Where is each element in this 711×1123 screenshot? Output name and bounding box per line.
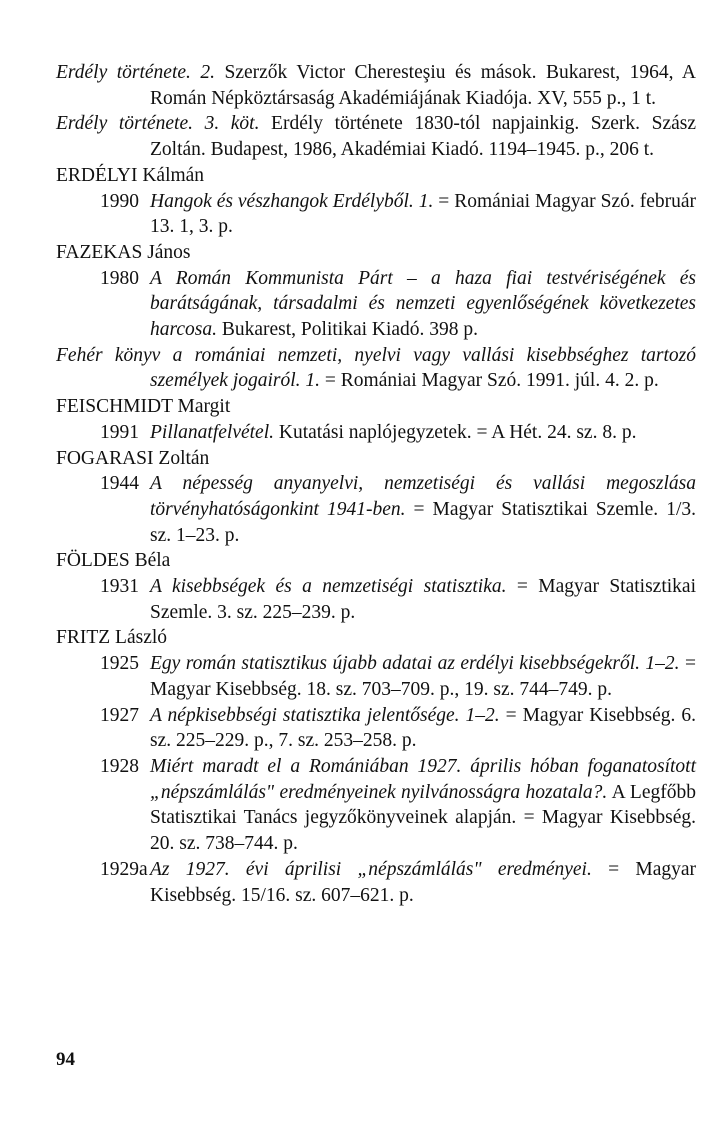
work-title: A kisebbségek és a nemzetiségi statisztika.	[150, 576, 507, 598]
work-title: Hangok és vészhangok Erdélyből. 1.	[150, 190, 434, 212]
bibliography-entry	[56, 651, 696, 702]
work-details: = Romániai Magyar Szó. február 13. 1, 3. p.	[150, 190, 696, 238]
publication-year: 1931	[100, 576, 139, 598]
work-title: Egy román statisztikus újabb adatai az erdélyi kisebbségekről. 1–2.	[150, 653, 680, 675]
bibliography-entry	[56, 343, 696, 394]
publication-year: 1928	[100, 755, 139, 777]
work-title: A Román Kommunista Párt – a haza fiai testvériségének és barátságának, társadalmi és nemzeti egyenlőségének következetes harcosa.	[150, 267, 696, 341]
author-heading	[56, 394, 696, 420]
author-given-name: Margit	[172, 396, 231, 418]
author-surname: ERDÉLYI	[56, 164, 138, 186]
work-title: Az 1927. évi áprilisi „népszámlálás" eredményei.	[150, 858, 592, 880]
author-heading	[56, 625, 696, 651]
bibliography-entry	[56, 703, 696, 754]
work-details: Erdély története 1830-tól napjainkig. Szerk. Szász Zoltán. Budapest, 1986, Akadémiai Kiadó. 1194–1945. p., 206 t.	[150, 113, 696, 161]
publication-year: 1929a	[100, 858, 148, 880]
author-given-name: Béla	[129, 550, 171, 572]
work-title: Erdély története. 2.	[56, 62, 216, 83]
work-title: Fehér könyv a romániai nemzeti, nyelvi vagy vallási kisebbséghez tartozó személyek jogairól. 1.	[56, 344, 696, 392]
bibliography-entry	[56, 754, 696, 857]
bibliography-entry	[56, 574, 696, 625]
author-heading	[56, 240, 696, 266]
bibliography-entry	[56, 60, 696, 111]
work-details: Kutatási naplójegyzetek. = A Hét. 24. sz. 8. p.	[274, 421, 637, 443]
work-details: = Magyar Kisebbség. 18. sz. 703–709. p., 19. sz. 744–749. p.	[150, 653, 697, 700]
page-number: 94	[56, 1049, 75, 1070]
work-title: Erdély története. 3. köt.	[56, 113, 260, 135]
work-details: = Romániai Magyar Szó. 1991. júl. 4. 2. p.	[320, 370, 659, 392]
author-given-name: Zoltán	[153, 447, 210, 469]
author-surname: FOGARASI	[56, 447, 154, 469]
author-given-name: János	[142, 241, 191, 263]
bibliography-entry	[56, 266, 696, 343]
author-given-name: László	[110, 627, 168, 649]
author-heading	[56, 163, 696, 189]
author-given-name: Kálmán	[137, 164, 205, 186]
work-details: = Magyar Kisebbség. 15/16. sz. 607–621. p.	[150, 858, 697, 906]
work-title: A népesség anyanyelvi, nemzetiségi és vallási megoszlása törvényhatóságonkint 1941-ben.	[150, 473, 696, 520]
work-details: Szerzők Victor Cheresteşiu és mások. Bukarest, 1964, A Román Népköztársaság Akadémiájának Kiadója. XV, 555 p., 1 t.	[150, 62, 696, 109]
author-heading	[56, 446, 696, 472]
bibliography-entry	[56, 420, 696, 446]
work-details: = Magyar Statisztikai Szemle. 1/3. sz. 1–23. p.	[150, 498, 696, 546]
work-details: = Magyar Statisztikai Szemle. 3. sz. 225–239. p.	[150, 576, 696, 623]
work-title: Miért maradt el a Romániában 1927. április hóban foganatosított „népszámlálás" eredményeinek nyilvánosságra hozatala?.	[150, 755, 696, 803]
work-details: A Legfőbb Statisztikai Tanács jegyzőkönyveinek alapján. = Magyar Kisebbség. 20. sz. 738–744. p.	[150, 781, 696, 855]
author-surname: FEISCHMIDT	[56, 396, 173, 418]
author-surname: FRITZ	[56, 627, 111, 649]
bibliography-entry	[56, 471, 696, 548]
publication-year: 1925	[100, 653, 139, 675]
bibliography-entry	[56, 111, 696, 162]
bibliography-entry	[56, 189, 696, 240]
author-surname: FAZEKAS	[56, 241, 143, 263]
work-details: = Magyar Kisebbség. 6. sz. 225–229. p., 7. sz. 253–258. p.	[150, 704, 696, 752]
author-heading	[56, 548, 696, 574]
publication-year: 1980	[100, 267, 139, 289]
publication-year: 1991	[100, 421, 139, 443]
bibliography-page	[56, 60, 696, 908]
bibliography-entry	[56, 857, 696, 908]
publication-year: 1944	[100, 473, 139, 495]
author-surname: FÖLDES	[56, 550, 130, 572]
work-title: Pillanatfelvétel.	[150, 421, 274, 443]
work-title: A népkisebbségi statisztika jelentősége. 1–2.	[150, 704, 500, 726]
work-details: Bukarest, Politikai Kiadó. 398 p.	[216, 319, 479, 341]
publication-year: 1990	[100, 190, 139, 212]
publication-year: 1927	[100, 704, 139, 726]
